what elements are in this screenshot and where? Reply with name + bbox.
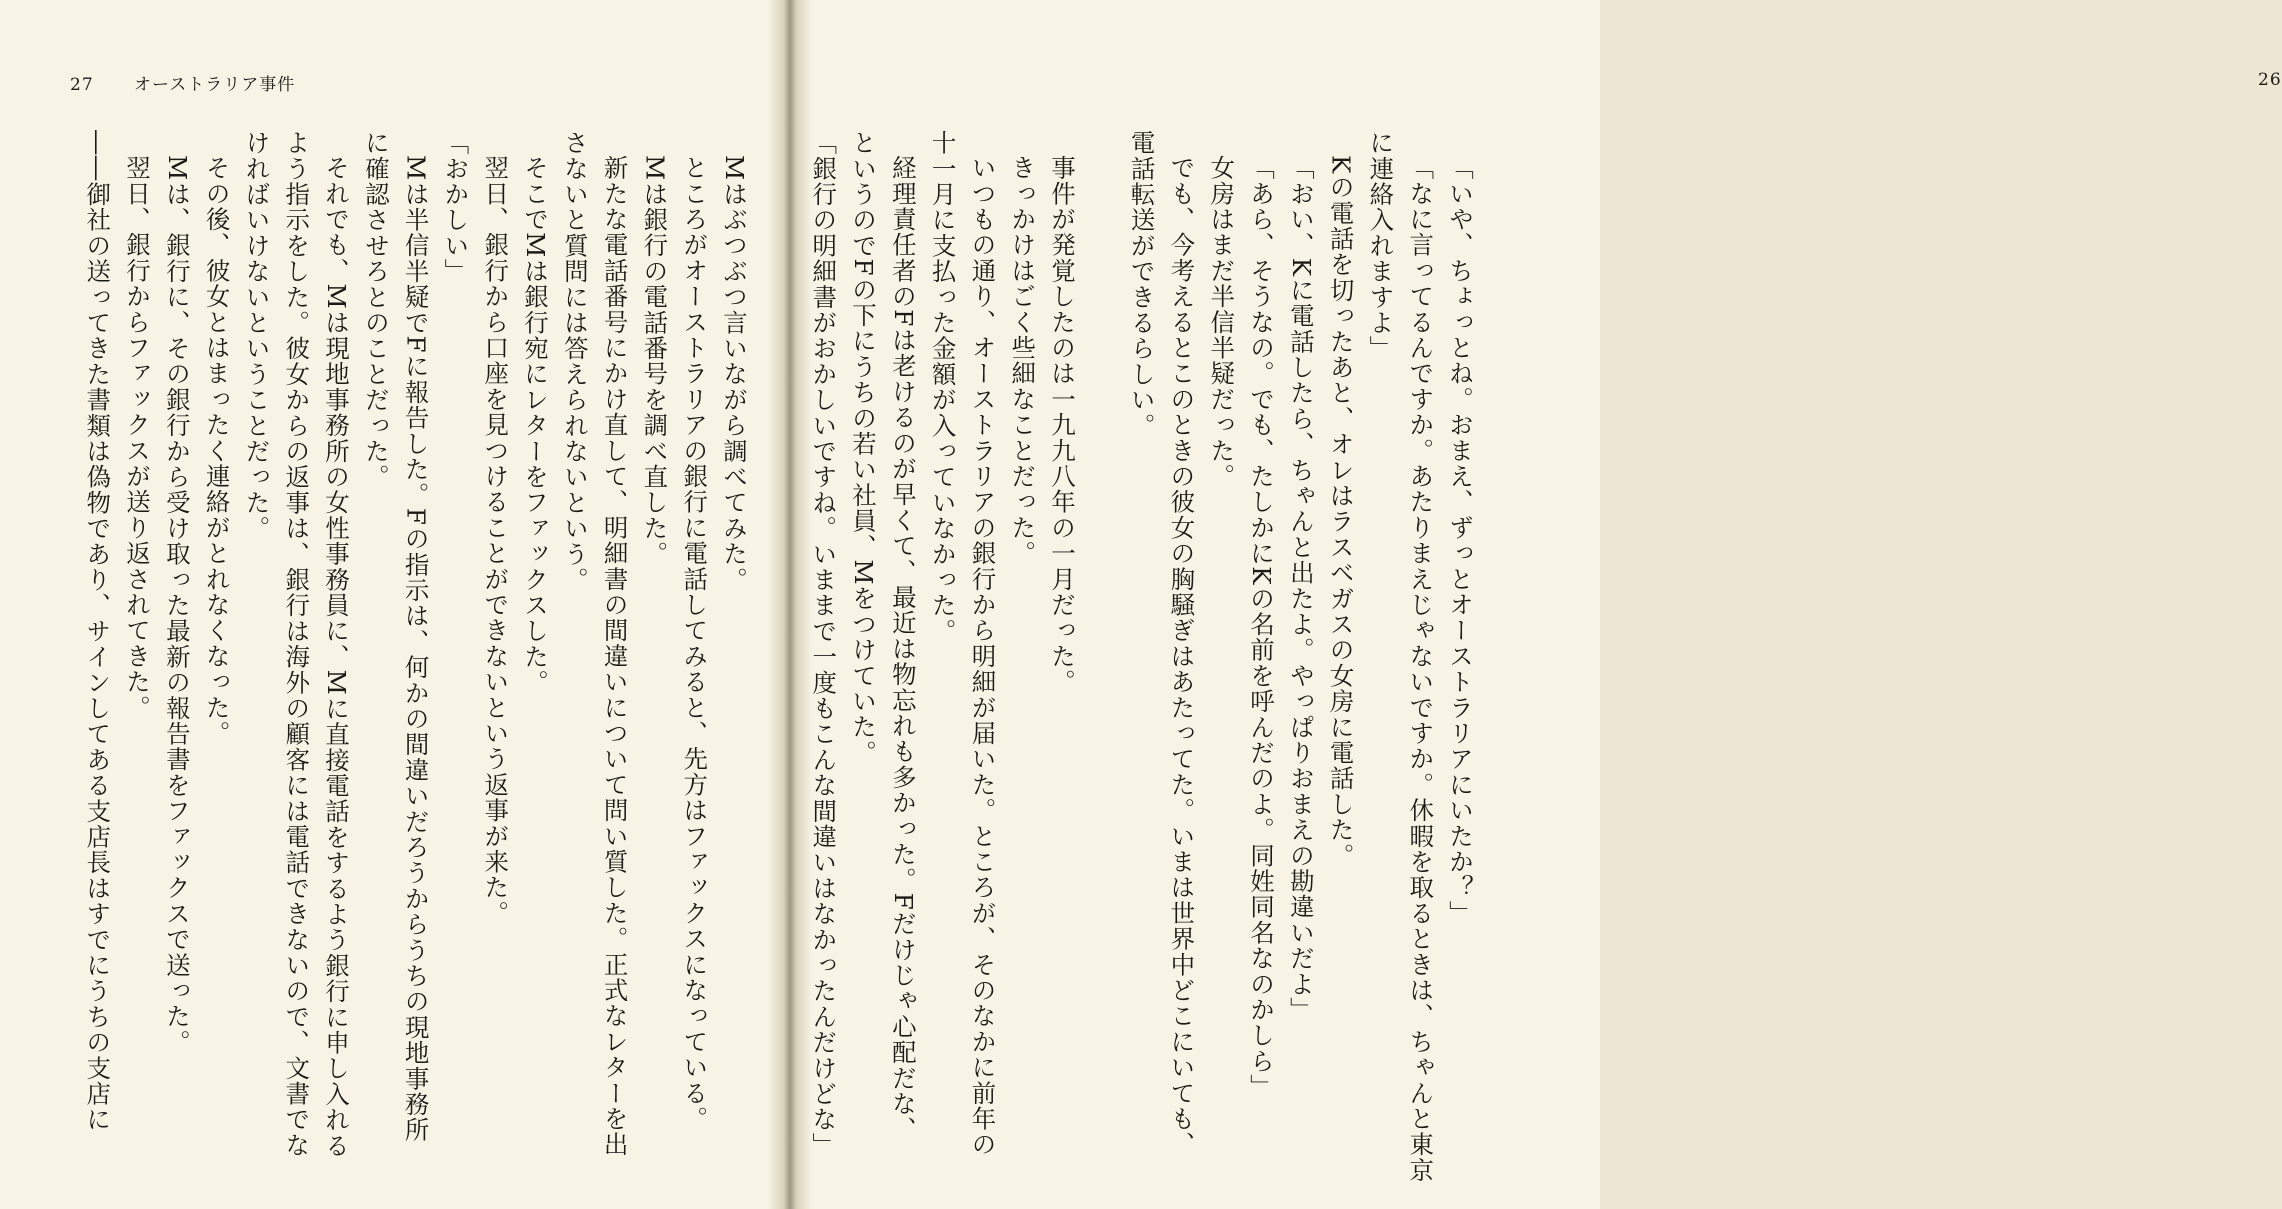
text-line: 翌日、銀行から口座を見つけることができないという返事が来た。 (481, 154, 511, 926)
text-line: というのでFの下にうちの若い社員、Mをつけていた。 (849, 130, 879, 766)
text-line: 「おかしい」 (441, 130, 471, 285)
text-line: そこでMは銀行宛にレターをファックスした。 (521, 154, 551, 695)
text-line: Kの電話を切ったあと、オレはラスベガスの女房に電話した。 (1326, 154, 1356, 868)
right-page-header (2258, 70, 2282, 98)
text-line: 「いや、ちょっとね。おまえ、ずっとオーストラリアにいたか？」 (1446, 154, 1475, 926)
right-page-body (803, 130, 1480, 1183)
blank-line (1082, 130, 1122, 1160)
text-line: よう指示をした。彼女からの返事は、銀行は海外の顧客には電話できないので、文書でな (282, 130, 312, 1158)
text-line: 翌日、銀行からファックスが送り返されてきた。 (123, 154, 153, 720)
text-line: ところがオーストラリアの銀行に電話してみると、先方はファックスになっている。 (680, 154, 710, 1132)
text-line: ――御社の送ってきた書類は偽物であり、サインしてある支店長はすでにうちの支店に (83, 130, 113, 1133)
text-line: 新たな電話番号にかけ直して、明細書の間違いについて問い質した。正式なレターを出 (600, 154, 630, 1157)
text-line: その後、彼女とはまったく連絡がとれなくなった。 (202, 154, 232, 746)
text-line: Mは半信半疑でFに報告した。Fの指示は、何かの間違いだろうからうちの現地事務所 (401, 154, 431, 1143)
text-line: Mはぶつぶつ言いながら調べてみた。 (720, 154, 749, 592)
text-line: いつもの通り、オーストラリアの銀行から明細が届いた。ところが、そのなかに前年の (968, 154, 998, 1157)
running-title: オーストラリア事件 (134, 75, 296, 95)
left-page-header (70, 70, 295, 98)
text-line: さないと質問には答えられないという。 (560, 130, 590, 593)
text-line: Mは、銀行に、その銀行から受け取った最新の報告書をファックスで送った。 (162, 154, 192, 1055)
text-line: 「あら、そうなの。でも、たしかにKの名前を呼んだのよ。同姓同名なのかしら」 (1247, 154, 1277, 1100)
page-number-right: 26 (2258, 70, 2282, 90)
text-line: きっかけはごく些細なことだった。 (1008, 154, 1038, 566)
text-line: 女房はまだ半信半疑だった。 (1207, 154, 1237, 489)
text-line: 十一月に支払った金額が入っていなかった。 (928, 130, 958, 644)
text-line: 事件が発覚したのは一九九八年の一月だった。 (1048, 154, 1078, 695)
text-line: 「おい、Kに電話したら、ちゃんと出たよ。やっぱりおまえの勘違いだよ」 (1286, 154, 1316, 1023)
text-line: 経理責任者のFは老けるのが早くて、最近は物忘れも多かった。Fだけじゃ心配だな、 (888, 154, 918, 1142)
text-line: それでも、Mは現地事務所の女性事務員に、Mに直接電話をするよう銀行に申し入れる (322, 154, 352, 1158)
page-number-left: 27 (70, 75, 94, 95)
text-line: Mは銀行の電話番号を調べ直した。 (640, 154, 670, 567)
left-page-body (77, 130, 754, 1160)
text-line: 「なに言ってるんですか。あたりまえじゃないですか。休暇を取るときは、ちゃんと東京 (1406, 154, 1436, 1183)
text-line: 「銀行の明細書がおかしいですね。いままで一度もこんな間違いはなかったんだけどな」 (809, 130, 839, 1158)
text-line: に確認させろとのことだった。 (361, 130, 391, 490)
text-line: に連絡入れますよ」 (1366, 130, 1396, 362)
text-line: 電話転送ができるらしい。 (1127, 130, 1157, 439)
text-line: ければいけないということだった。 (242, 130, 272, 542)
text-line: でも、今考えるとこのときの彼女の胸騒ぎはあたってた。いまは世界中どこにいても、 (1167, 154, 1197, 1157)
